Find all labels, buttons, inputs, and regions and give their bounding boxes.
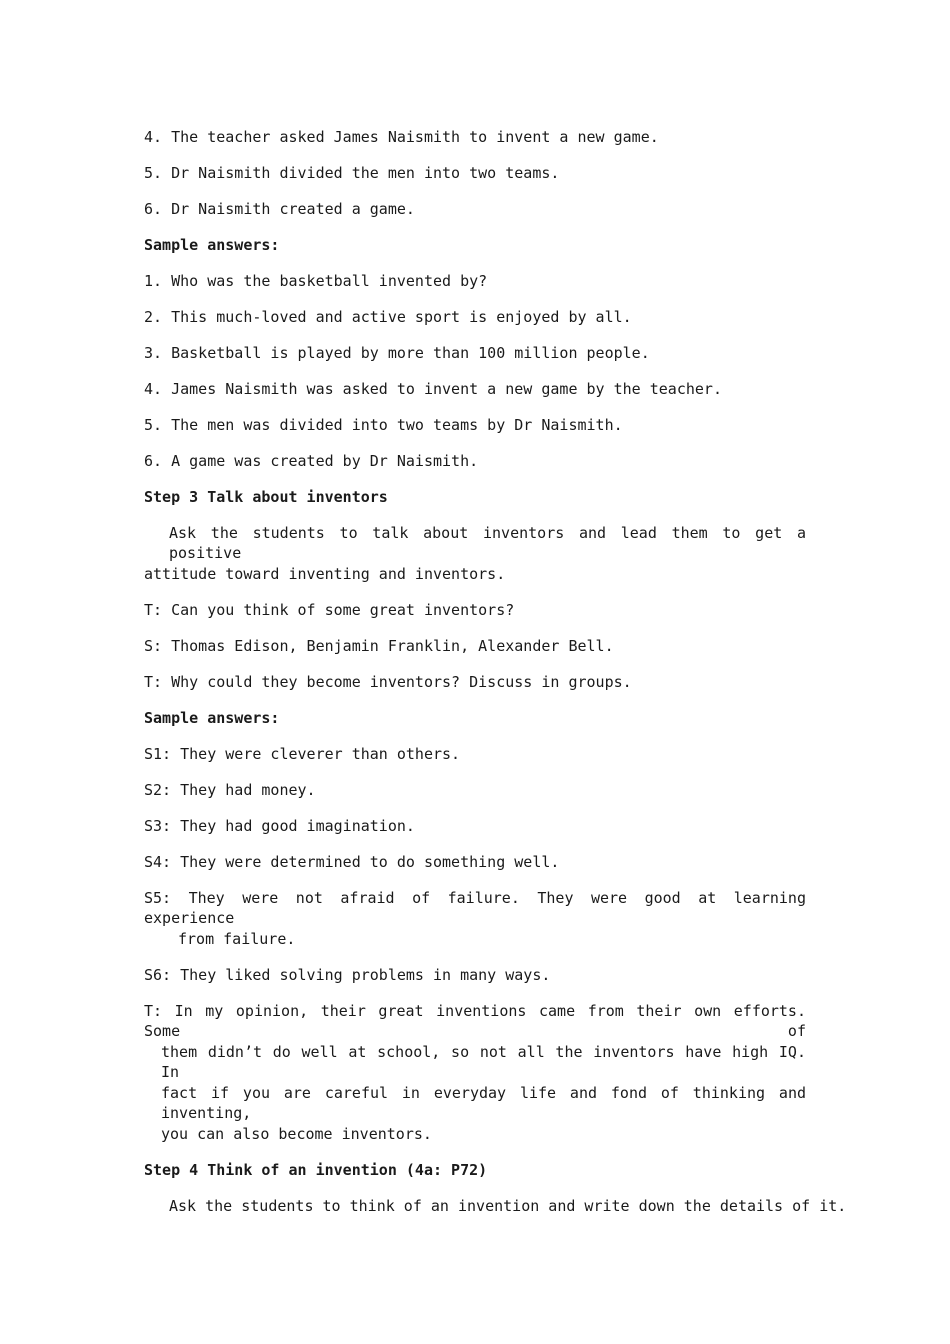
teacher-opinion-line: them didn’t do well at school, so not all the inventors have high IQ. In (161, 1043, 806, 1081)
student-answer-line: S6: They liked solving problems in many ways. (144, 966, 551, 984)
student-answer-line: S3: They had good imagination. (144, 817, 415, 835)
answer-line: 6. A game was created by Dr Naismith. (144, 452, 479, 470)
answer-line: 4. James Naismith was asked to invent a new game by the teacher. (144, 380, 722, 398)
answer-line: 1. Who was the basketball invented by? (144, 272, 488, 290)
dialog-line: T: Why could they become inventors? Discuss in groups. (144, 673, 632, 691)
student-answer-line: S4: They were determined to do something well. (144, 853, 560, 871)
exercise-line: 6. Dr Naismith created a game. (144, 200, 415, 218)
student-answer-line: S2: They had money. (144, 781, 316, 799)
exercise-line: 4. The teacher asked James Naismith to invent a new game. (144, 128, 659, 146)
step4-intro-line: Ask the students to think of an invention and write down the details of it. (169, 1197, 847, 1215)
student-answer-continuation: from failure. (178, 930, 296, 948)
teacher-opinion-line: T: In my opinion, their great inventions came from their own efforts. Some of (144, 1002, 806, 1040)
answer-line: 5. The men was divided into two teams by Dr Naismith. (144, 416, 623, 434)
dialog-line: S: Thomas Edison, Benjamin Franklin, Alexander Bell. (144, 637, 614, 655)
student-answer-line: S5: They were not afraid of failure. They were good at learning experience (144, 889, 806, 927)
answer-line: 3. Basketball is played by more than 100 million people. (144, 344, 650, 362)
student-answer-line: S1: They were cleverer than others. (144, 745, 461, 763)
document-page (144, 127, 847, 1232)
teacher-opinion-line: you can also become inventors. (161, 1125, 432, 1143)
step3-intro-line: attitude toward inventing and inventors. (144, 565, 506, 583)
dialog-line: T: Can you think of some great inventors? (144, 601, 515, 619)
step3-intro-line: Ask the students to talk about inventors and lead them to get a positive (169, 524, 806, 562)
exercise-line: 5. Dr Naismith divided the men into two teams. (144, 164, 560, 182)
teacher-opinion-line: fact if you are careful in everyday life and fond of thinking and inventing, (161, 1084, 806, 1122)
sample-answers-heading: Sample answers: (144, 236, 280, 254)
answer-line: 2. This much-loved and active sport is enjoyed by all. (144, 308, 632, 326)
step4-heading: Step 4 Think of an invention (4a: P72) (144, 1161, 488, 1179)
sample-answers-heading: Sample answers: (144, 709, 280, 727)
step3-heading: Step 3 Talk about inventors (144, 488, 388, 506)
